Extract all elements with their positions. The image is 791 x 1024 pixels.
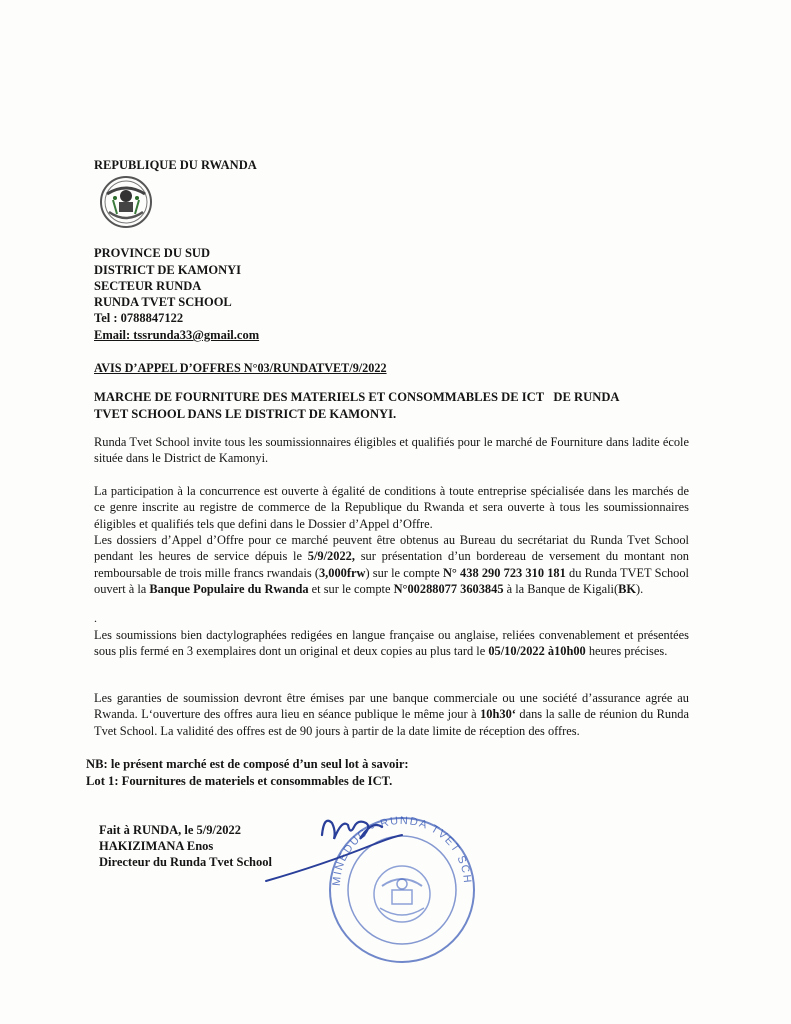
tender-title-line-1: MARCHE DE FOURNITURE DES MATERIELS ET CONSOMMABLES DE ICT DE RUNDA <box>94 390 620 404</box>
signatory-role: Directeur du Runda Tvet School <box>99 855 272 869</box>
guarantee-paragraph <box>94 690 689 739</box>
p4-text-b: heures précises. <box>585 644 668 659</box>
p3-text-c: ) sur le compte <box>365 565 443 580</box>
tender-title <box>94 389 620 423</box>
p3-text-d: du Runda TVET School ouvert à la <box>94 565 689 596</box>
p3-bank-1: Banque Populaire du Rwanda <box>149 581 309 596</box>
province-line: PROVINCE DU SUD <box>94 246 210 260</box>
signatory-name: HAKIZIMANA Enos <box>99 839 214 853</box>
tender-reference: AVIS D’APPEL D’OFFRES N°03/RUNDATVET/9/2022 <box>94 361 387 375</box>
school-line: RUNDA TVET SCHOOL <box>94 295 232 309</box>
country-heading: REPUBLIQUE DU RWANDA <box>94 158 257 172</box>
lot-line: Lot 1: Fournitures de materiels et consommables de ICT. <box>86 774 393 788</box>
p3-text-e: et sur le compte <box>308 581 394 596</box>
p3-amount: 3,000frw <box>318 565 366 580</box>
district-line: DISTRICT DE KAMONYI <box>94 263 242 277</box>
p4-deadline: 05/10/2022 à10h00 <box>488 644 586 659</box>
p3-date: 5/9/2022, <box>307 549 355 564</box>
tender-documents-paragraph <box>94 532 689 597</box>
stamp-text: MINEDUC - RUNDA TVET SCH <box>330 814 474 887</box>
p3-text-f: à la Banque de Kigali( <box>503 581 619 596</box>
stray-dot: . <box>94 611 97 625</box>
handwritten-signature <box>262 805 422 885</box>
p3-bank-2: BK <box>618 581 636 596</box>
p3-text-b: sur présentation d’un bordereau de versement du montant non remboursable de trois mille francs rwandais ( <box>94 549 689 580</box>
submission-paragraph <box>94 627 689 660</box>
sector-line: SECTEUR RUNDA <box>94 279 202 293</box>
nb-line: NB: le présent marché est de composé d’un seul lot à savoir: <box>86 757 409 771</box>
p5-text-a: Les garanties de soumission devront être émises par une banque commerciale ou une société d’assurance agrée au Rwanda. L‘ouverture des offres aura lieu en séance publique le même jour à <box>94 691 689 722</box>
p3-text-g: ). <box>636 581 644 596</box>
intro-paragraph: Runda Tvet School invite tous les soumissionnaires éligibles et qualifiés pour le marché de Fourniture dans ladite école située dans le District de Kamonyi. <box>94 435 689 466</box>
coat-of-arms-emblem <box>95 174 157 230</box>
participation-paragraph: La participation à la concurrence est ouverte à égalité de conditions à toute entreprise spécialisée dans les marchés de ce genre inscrite au registre de commerce de la Republique du Rwanda et sera ouverte à tous les soumissionnaires éligibles et qualifiés tels que defini dans le Dossier d’Appel d’Offre. <box>94 484 689 531</box>
p4-text-a: Les soumissions bien dactylographées redigées en langue française ou anglaise, reliées convenablement et présentées sous plis fermé en 3 exemplaires dont un original et deux copies au plus tard le <box>94 628 689 659</box>
email-line: Email: tssrunda33@gmail.com <box>94 328 260 342</box>
signature-place-date: Fait à RUNDA, le 5/9/2022 <box>99 823 241 837</box>
p5-time: 10h30‘ <box>480 707 516 722</box>
phone-line: Tel : 0788847122 <box>94 311 184 325</box>
p3-account-1: N° 438 290 723 310 181 <box>442 565 566 580</box>
p5-text-b: dans la salle de réunion du Runda Tvet School. La validité des offres est de 90 jours à partir de la date limite de réception des offres. <box>94 707 689 738</box>
tender-title-line-2: TVET SCHOOL DANS LE DISTRICT DE KAMONYI. <box>94 407 397 421</box>
p3-account-2: N°00288077 3603845 <box>393 581 504 596</box>
p3-text-a: Les dossiers d’Appel d’Offre pour ce marché peuvent être obtenus au Bureau du secrétariat du Runda Tvet School pendant les heures de service dépuis le <box>94 533 689 564</box>
